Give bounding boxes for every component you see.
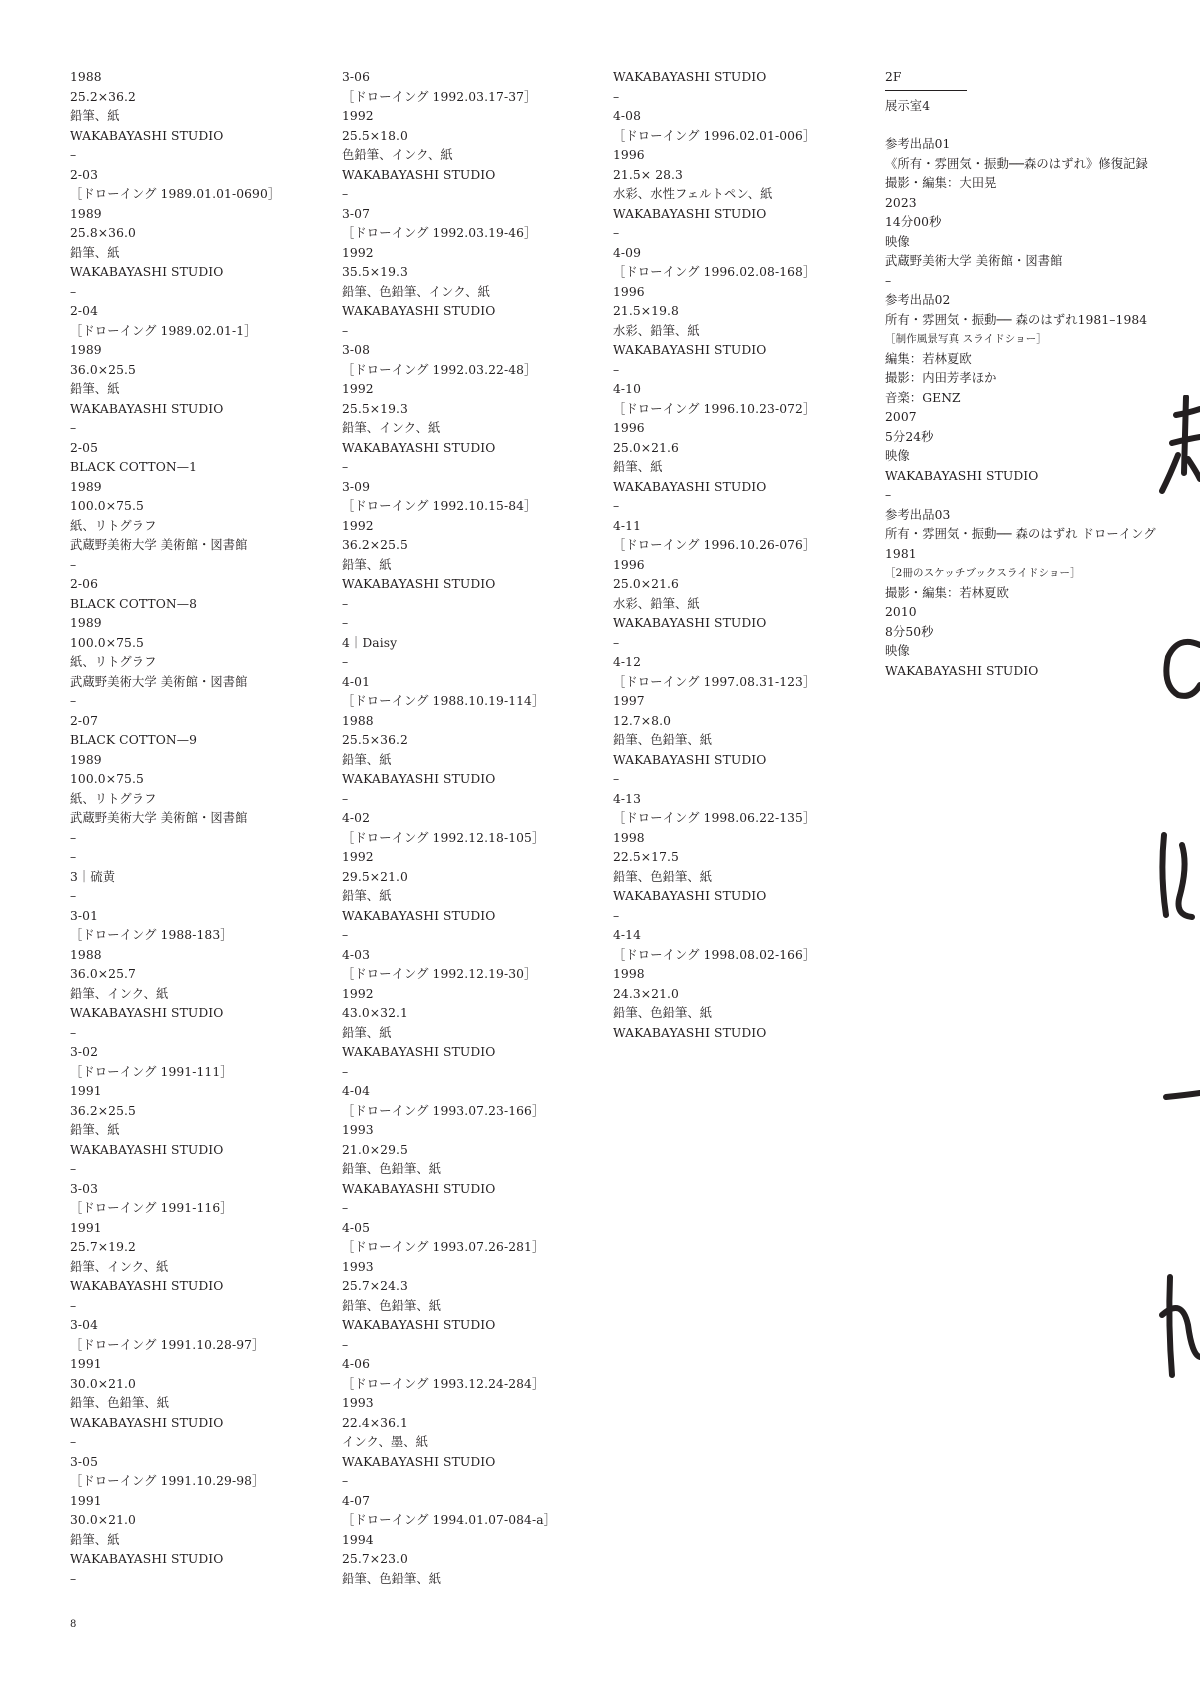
catalogue-line: 武蔵野美術大学 美術館・図書館 (70, 674, 248, 689)
catalogue-line: ［ドローイング 1988.10.19-114］ (342, 694, 545, 708)
catalogue-line: 25.5×18.0 (342, 128, 408, 143)
catalogue-line: ［ドローイング 1993.07.23-166］ (342, 1103, 545, 1118)
catalogue-line: 1991 (70, 1220, 102, 1235)
catalogue-column-2 (342, 68, 592, 1589)
catalogue-line: WAKABAYASHI STUDIO (342, 440, 496, 455)
catalogue-line: WAKABAYASHI STUDIO (613, 752, 767, 767)
catalogue-line: WAKABAYASHI STUDIO (613, 616, 767, 630)
reference-entry (885, 291, 1148, 506)
catalogue-line: 鉛筆、色鉛筆、紙 (342, 1162, 442, 1176)
catalogue-line: – (342, 1201, 349, 1215)
catalogue-line: – (342, 1064, 349, 1079)
catalogue-line: – (342, 1474, 349, 1488)
catalogue-line: WAKABAYASHI STUDIO (342, 1045, 496, 1059)
catalogue-line: 紙、リトグラフ (70, 791, 157, 806)
catalogue-line: ［ドローイング 1996.02.01-006］ (613, 128, 816, 143)
reference-entries (885, 135, 1156, 681)
catalogue-line: 鉛筆、インク、紙 (70, 986, 169, 1001)
catalogue-line: 武蔵野美術大学 美術館・図書館 (70, 538, 248, 552)
catalogue-line: WAKABAYASHI STUDIO (70, 1279, 224, 1293)
catalogue-line: 1988 (70, 70, 102, 84)
reference-entry-number: 参考出品03 (885, 507, 951, 522)
catalogue-line: 1996 (613, 148, 645, 162)
reference-entry-line: 映像 (885, 449, 910, 463)
reference-entry-line: 所有・雰囲気・振動── 森のはずれ1981–1984 (885, 312, 1148, 327)
catalogue-line: 3-04 (70, 1318, 99, 1332)
catalogue-line: 4-03 (342, 947, 371, 962)
catalogue-line: ［ドローイング 1991-111］ (70, 1064, 233, 1079)
catalogue-line: WAKABAYASHI STUDIO (342, 577, 496, 591)
catalogue-line: 29.5×21.0 (342, 869, 408, 884)
catalogue-line: 1989 (70, 752, 102, 767)
catalogue-line: 鉛筆、インク、紙 (342, 421, 441, 435)
catalogue-line: 3｜硫黄 (70, 869, 116, 884)
catalogue-line: ［ドローイング 1991.10.29-98］ (70, 1474, 265, 1488)
catalogue-line: 1992 (342, 382, 374, 396)
page-number: 8 (70, 1619, 77, 1630)
catalogue-line: – (342, 791, 349, 806)
room-label: 展示室4 (885, 98, 931, 113)
catalogue-line: WAKABAYASHI STUDIO (613, 70, 767, 84)
catalogue-line: 12.7×8.0 (613, 713, 672, 728)
reference-entry-number: 参考出品01 (885, 137, 951, 151)
catalogue-line: 1992 (342, 245, 374, 260)
catalogue-line: WAKABAYASHI STUDIO (613, 1025, 767, 1040)
catalogue-line: – (613, 362, 620, 377)
catalogue-line: 鉛筆、色鉛筆、インク、紙 (342, 284, 491, 299)
catalogue-line: WAKABAYASHI STUDIO (342, 304, 496, 318)
catalogue-line: 100.0×75.5 (70, 772, 144, 786)
catalogue-line: 鉛筆、色鉛筆、紙 (342, 1298, 442, 1313)
catalogue-line: 色鉛筆、インク、紙 (342, 148, 453, 162)
catalogue-line: 35.5×19.3 (342, 265, 408, 279)
catalogue-line: 4-04 (342, 1084, 371, 1098)
catalogue-line: 紙、リトグラフ (70, 655, 157, 669)
catalogue-line: 2-07 (70, 713, 99, 728)
reference-entry-line: WAKABAYASHI STUDIO (885, 663, 1039, 678)
catalogue-line: – (70, 421, 77, 435)
catalogue-line: WAKABAYASHI STUDIO (342, 908, 496, 923)
catalogue-line: 25.8×36.0 (70, 226, 136, 240)
reference-entry-line: 14分00秒 (885, 215, 942, 229)
reference-entry-line: 5分24秒 (885, 429, 934, 444)
catalogue-line: 1998 (613, 967, 645, 981)
catalogue-line: 2-03 (70, 167, 99, 182)
catalogue-line: 4-06 (342, 1357, 371, 1371)
catalogue-line: WAKABAYASHI STUDIO (70, 265, 224, 279)
catalogue-line: – (342, 928, 349, 942)
catalogue-line: 鉛筆、色鉛筆、紙 (613, 1006, 713, 1020)
catalogue-line: 1993 (342, 1259, 374, 1274)
catalogue-line: – (613, 772, 620, 786)
catalogue-line: ［ドローイング 1996.10.23-072］ (613, 401, 816, 416)
catalogue-line: ［ドローイング 1988-183］ (70, 928, 233, 942)
catalogue-line: 25.2×36.2 (70, 89, 136, 104)
reference-entry-line: 《所有・雰囲気・振動──森のはずれ》修復記録 (885, 156, 1148, 171)
catalogue-line: 4-14 (613, 928, 642, 942)
catalogue-line: ［ドローイング 1992.03.19-46］ (342, 226, 537, 240)
catalogue-line: WAKABAYASHI STUDIO (613, 343, 767, 357)
catalogue-line: 1996 (613, 284, 645, 299)
catalogue-line: 鉛筆、紙 (70, 1532, 120, 1547)
reference-entry-line: 撮影・編集：大田晃 (885, 176, 997, 190)
catalogue-line: WAKABAYASHI STUDIO (342, 1454, 496, 1469)
catalogue-line: – (613, 89, 620, 104)
catalogue-line: – (70, 889, 77, 903)
catalogue-line: 4-12 (613, 655, 642, 669)
catalogue-line: 3-08 (342, 343, 371, 357)
catalogue-line: – (70, 830, 77, 845)
catalogue-line: 鉛筆、色鉛筆、紙 (613, 869, 713, 884)
catalogue-line: 1996 (613, 557, 645, 572)
reference-entry-line: 武蔵野美術大学 美術館・図書館 (885, 254, 1063, 268)
catalogue-line: 鉛筆、色鉛筆、紙 (70, 1396, 170, 1410)
catalogue-line: ［ドローイング 1997.08.31-123］ (613, 674, 816, 689)
catalogue-line: – (342, 460, 349, 474)
catalogue-line: – (70, 1162, 77, 1176)
reference-entry-line: 2023 (885, 195, 917, 210)
catalogue-line: 25.5×36.2 (342, 733, 408, 747)
catalogue-line: WAKABAYASHI STUDIO (70, 1415, 224, 1430)
catalogue-line: 4-01 (342, 674, 371, 689)
catalogue-line: ［ドローイング 1994.01.07-084-a］ (342, 1513, 557, 1527)
catalogue-line: – (342, 596, 349, 611)
catalogue-line: 鉛筆、インク、紙 (70, 1259, 169, 1274)
catalogue-line: ［ドローイング 1989.01.01-0690］ (70, 187, 281, 201)
catalogue-line: BLACK COTTON—8 (70, 596, 198, 611)
catalogue-column-1 (70, 68, 320, 1589)
catalogue-line: WAKABAYASHI STUDIO (613, 206, 767, 221)
catalogue-line: 3-06 (342, 70, 371, 84)
reference-entry-line: 8分50秒 (885, 624, 934, 639)
catalogue-line: 1997 (613, 694, 645, 708)
catalogue-line: 3-02 (70, 1045, 99, 1059)
catalogue-line: 4-07 (342, 1493, 371, 1508)
catalogue-line: 鉛筆、紙 (70, 109, 120, 123)
decorative-title-glyphs (1158, 395, 1200, 1415)
reference-entry-line: 所有・雰囲気・振動── 森のはずれ ドローイング (885, 527, 1156, 541)
catalogue-line: インク、墨、紙 (342, 1435, 429, 1449)
catalogue-line: 紙、リトグラフ (70, 518, 157, 533)
catalogue-line: 3-01 (70, 908, 99, 923)
reference-entry-line: 2007 (885, 410, 917, 424)
catalogue-line: 水彩、鉛筆、紙 (613, 596, 700, 611)
catalogue-line: WAKABAYASHI STUDIO (342, 1181, 496, 1196)
catalogue-line: 1991 (70, 1084, 102, 1098)
catalogue-line: 24.3×21.0 (613, 986, 679, 1001)
catalogue-line: – (342, 1337, 349, 1352)
reference-entry (885, 135, 1148, 291)
catalogue-line: 4-13 (613, 791, 642, 806)
catalogue-line: 1989 (70, 206, 102, 221)
catalogue-line: ［ドローイング 1992.12.18-105］ (342, 830, 545, 845)
catalogue-line: ［ドローイング 1992.03.22-48］ (342, 362, 537, 377)
catalogue-line: 25.0×21.6 (613, 577, 679, 591)
catalogue-line: 2-06 (70, 577, 99, 591)
catalogue-line: – (70, 850, 77, 864)
catalogue-line: – (342, 323, 349, 338)
catalogue-line: 100.0×75.5 (70, 499, 144, 513)
catalogue-line: – (70, 694, 77, 708)
catalogue-line: 水彩、水性フェルトペン、紙 (613, 187, 773, 201)
catalogue-line: ［ドローイング 1998.06.22-135］ (613, 811, 816, 825)
catalogue-line: – (70, 148, 77, 162)
catalogue-line: 1992 (342, 518, 374, 533)
catalogue-column-3 (613, 68, 863, 1043)
catalogue-line: 鉛筆、紙 (342, 557, 392, 572)
catalogue-line: WAKABAYASHI STUDIO (70, 128, 224, 143)
reference-entry-line: 編集：若林夏欧 (885, 351, 972, 366)
catalogue-line: WAKABAYASHI STUDIO (342, 167, 496, 182)
reference-entry-number: 参考出品02 (885, 293, 951, 307)
catalogue-line: 25.7×23.0 (342, 1552, 408, 1566)
reference-entry-line: – (885, 488, 892, 502)
catalogue-line: WAKABAYASHI STUDIO (70, 1142, 224, 1157)
catalogue-line: ［ドローイング 1989.02.01-1］ (70, 323, 257, 338)
catalogue-line: 21.0×29.5 (342, 1142, 408, 1157)
catalogue-line: 3-09 (342, 479, 371, 494)
catalogue-line: ［ドローイング 1992.12.19-30］ (342, 967, 537, 981)
catalogue-line: 25.7×24.3 (342, 1279, 408, 1293)
catalogue-line: 鉛筆、紙 (70, 245, 120, 260)
catalogue-line: WAKABAYASHI STUDIO (70, 1006, 224, 1020)
catalogue-line: 3-03 (70, 1181, 99, 1196)
catalogue-line: – (613, 635, 620, 650)
reference-entry-line: WAKABAYASHI STUDIO (885, 468, 1039, 483)
catalogue-line: 1991 (70, 1493, 102, 1508)
catalogue-line: 4-08 (613, 109, 642, 123)
reference-entry-line: 1981 (885, 546, 917, 561)
catalogue-line: 1989 (70, 479, 102, 494)
catalogue-line: WAKABAYASHI STUDIO (342, 772, 496, 786)
catalogue-line: 1988 (342, 713, 374, 728)
catalogue-line: 3-05 (70, 1454, 99, 1469)
catalogue-line: 2-04 (70, 304, 99, 318)
catalogue-line: WAKABAYASHI STUDIO (342, 1318, 496, 1332)
catalogue-line: 36.2×25.5 (342, 538, 408, 552)
catalogue-line: ［ドローイング 1991.10.28-97］ (70, 1337, 265, 1352)
catalogue-line: 1993 (342, 1123, 374, 1137)
catalogue-line: 4-09 (613, 245, 642, 260)
catalogue-line: 鉛筆、紙 (70, 1123, 120, 1137)
catalogue-line: 25.5×19.3 (342, 401, 408, 416)
catalogue-line: BLACK COTTON—9 (70, 733, 198, 747)
catalogue-line: 鉛筆、紙 (613, 460, 663, 474)
reference-entry-line: 映像 (885, 644, 910, 658)
reference-entry-line: 2010 (885, 605, 917, 619)
catalogue-line: 1992 (342, 850, 374, 864)
catalogue-line: WAKABAYASHI STUDIO (613, 889, 767, 903)
catalogue-line: 1988 (70, 947, 102, 962)
catalogue-line: 鉛筆、紙 (342, 752, 392, 767)
catalogue-line: 水彩、鉛筆、紙 (613, 323, 700, 338)
catalogue-line: 1992 (342, 109, 374, 123)
catalogue-line: 22.4×36.1 (342, 1415, 408, 1430)
catalogue-line: WAKABAYASHI STUDIO (70, 401, 224, 416)
reference-entry-line: 撮影：内田芳孝ほか (885, 371, 997, 385)
catalogue-line: 武蔵野美術大学 美術館・図書館 (70, 811, 248, 825)
reference-entry-line: ［制作風景写真 スライドショー］ (885, 333, 1047, 345)
catalogue-line: 1993 (342, 1396, 374, 1410)
catalogue-line: – (342, 616, 349, 630)
catalogue-line: – (70, 1025, 77, 1040)
catalogue-line: – (70, 1571, 77, 1586)
catalogue-line: 2-05 (70, 440, 99, 455)
catalogue-line: ［ドローイング 1993.07.26-281］ (342, 1240, 545, 1254)
catalogue-line: 鉛筆、色鉛筆、紙 (613, 733, 713, 747)
catalogue-line: 1998 (613, 830, 645, 845)
catalogue-line: 4｜Daisy (342, 635, 398, 650)
reference-entry-line: ［2冊のスケッチブックスライドショー］ (885, 567, 1081, 579)
catalogue-line: BLACK COTTON—1 (70, 460, 198, 474)
catalogue-line: 鉛筆、紙 (342, 1025, 392, 1040)
catalogue-line: 鉛筆、色鉛筆、紙 (342, 1571, 442, 1586)
catalogue-line: 4-05 (342, 1220, 371, 1235)
catalogue-line: – (70, 1298, 77, 1313)
catalogue-line: 4-02 (342, 811, 371, 825)
catalogue-line: ［ドローイング 1991-116］ (70, 1201, 233, 1215)
catalogue-line: 1992 (342, 986, 374, 1001)
reference-entry-line: – (885, 273, 892, 288)
catalogue-line: 3-07 (342, 206, 371, 221)
catalogue-line: – (613, 908, 620, 923)
floor-label: 2F (885, 70, 902, 84)
catalogue-line: – (70, 557, 77, 572)
catalogue-line: 30.0×21.0 (70, 1513, 136, 1527)
catalogue-line: 1989 (70, 343, 102, 357)
catalogue-line: ［ドローイング 1996.02.08-168］ (613, 265, 816, 279)
catalogue-line: 鉛筆、紙 (70, 382, 120, 396)
catalogue-line: 30.0×21.0 (70, 1376, 136, 1391)
catalogue-line: 1996 (613, 421, 645, 435)
catalogue-line: 36.0×25.5 (70, 362, 136, 377)
reference-entry-line: 撮影・編集：若林夏欧 (885, 585, 1009, 600)
reference-entry (885, 506, 1156, 682)
catalogue-line: WAKABAYASHI STUDIO (70, 1552, 224, 1566)
catalogue-line: 22.5×17.5 (613, 850, 679, 864)
reference-entry-line: 音楽：GENZ (885, 390, 961, 405)
catalogue-line: ［ドローイング 1998.08.02-166］ (613, 947, 816, 962)
floor-divider (885, 90, 967, 91)
catalogue-line: 43.0×32.1 (342, 1006, 408, 1020)
catalogue-line: ［ドローイング 1992.10.15-84］ (342, 499, 537, 513)
catalogue-line: – (613, 499, 620, 513)
catalogue-line: – (70, 1435, 77, 1449)
catalogue-line: 1989 (70, 616, 102, 630)
catalogue-line: – (342, 187, 349, 201)
reference-works-column (885, 68, 1156, 681)
catalogue-line: 36.2×25.5 (70, 1103, 136, 1118)
catalogue-line: WAKABAYASHI STUDIO (613, 479, 767, 494)
catalogue-line: 25.7×19.2 (70, 1240, 136, 1254)
reference-entry-line: 映像 (885, 234, 910, 249)
catalogue-line: 25.0×21.6 (613, 440, 679, 455)
catalogue-line: ［ドローイング 1993.12.24-284］ (342, 1376, 545, 1391)
catalogue-line: 4-11 (613, 518, 642, 533)
catalogue-line: 21.5× 28.3 (613, 167, 683, 182)
catalogue-line: 21.5×19.8 (613, 304, 679, 318)
catalogue-line: 100.0×75.5 (70, 635, 144, 650)
catalogue-line: 鉛筆、紙 (342, 889, 392, 903)
catalogue-line: 1991 (70, 1357, 102, 1371)
catalogue-line: – (342, 655, 349, 669)
catalogue-line: 1994 (342, 1532, 374, 1547)
catalogue-line: – (70, 284, 77, 299)
catalogue-line: ［ドローイング 1992.03.17-37］ (342, 89, 537, 104)
catalogue-line: 36.0×25.7 (70, 967, 136, 981)
catalogue-line: – (613, 226, 620, 240)
catalogue-line: 4-10 (613, 382, 642, 396)
catalogue-line: ［ドローイング 1996.10.26-076］ (613, 538, 816, 552)
